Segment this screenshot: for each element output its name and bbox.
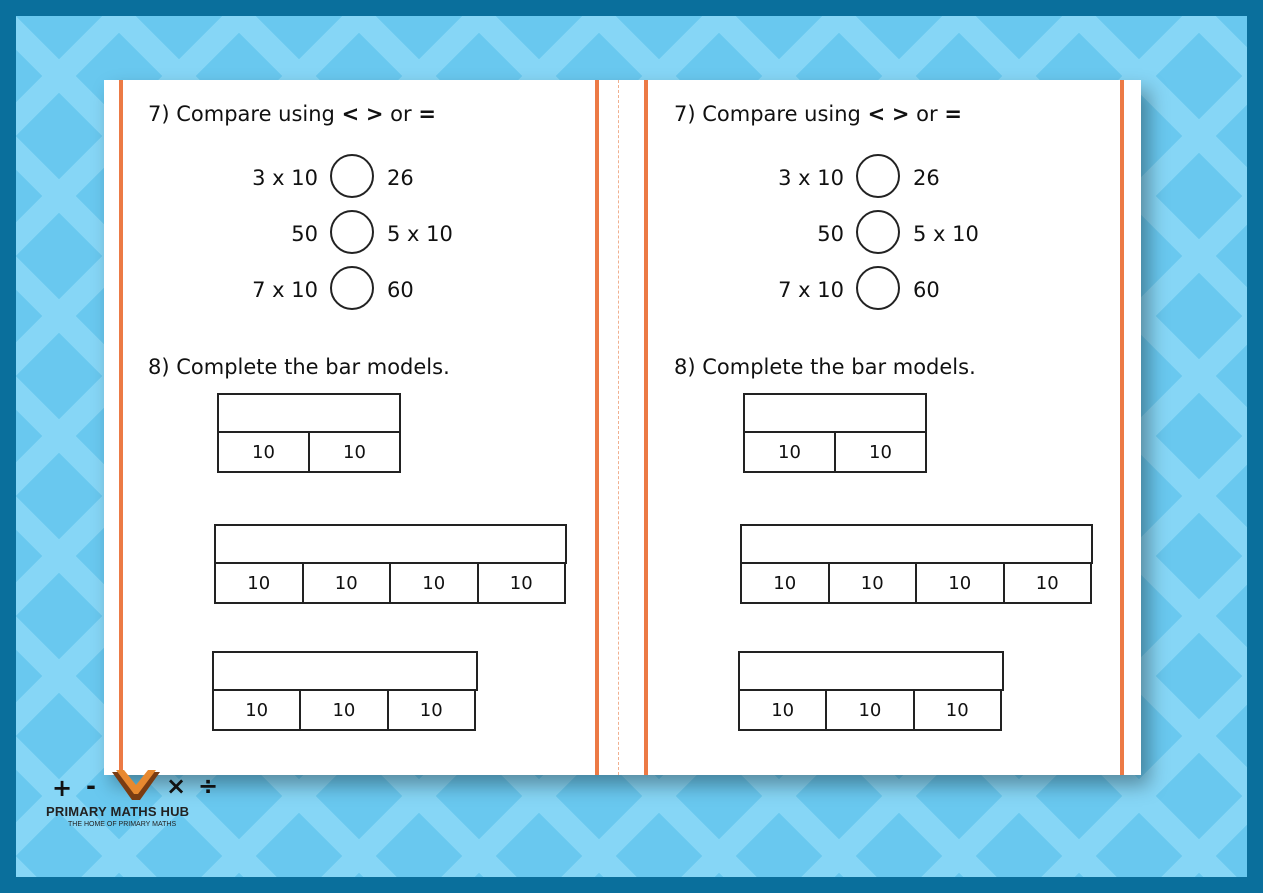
logo-name: PRIMARY MATHS HUB bbox=[46, 804, 190, 819]
bar-model-part: 10 bbox=[302, 562, 392, 604]
bar-model-total[interactable] bbox=[743, 393, 927, 433]
bar-model-parts bbox=[738, 689, 1004, 731]
comparison-row bbox=[220, 154, 480, 202]
comparison-right: 5 x 10 bbox=[387, 222, 453, 246]
bar-model-2-parts bbox=[743, 393, 927, 473]
worksheet-column-right bbox=[674, 80, 1144, 775]
question-7-prompt: 7) Compare using < > or = bbox=[674, 102, 962, 126]
bar-model-4-parts bbox=[214, 524, 567, 604]
worksheet-column-left bbox=[148, 80, 618, 775]
bar-model-parts bbox=[217, 431, 401, 473]
bar-model-part: 10 bbox=[299, 689, 388, 731]
question-8-prompt: 8) Complete the bar models. bbox=[674, 355, 976, 379]
divide-icon: ÷ bbox=[198, 772, 219, 800]
comparison-row bbox=[746, 210, 1006, 258]
bar-model-part: 10 bbox=[217, 431, 310, 473]
bar-model-parts bbox=[212, 689, 478, 731]
cut-line bbox=[618, 80, 619, 775]
bar-model-part: 10 bbox=[212, 689, 301, 731]
comparison-left: 7 x 10 bbox=[778, 278, 844, 302]
checkmark-icon bbox=[110, 768, 162, 802]
answer-circle[interactable] bbox=[856, 210, 900, 254]
comparison-left: 7 x 10 bbox=[252, 278, 318, 302]
bar-model-part: 10 bbox=[915, 562, 1005, 604]
comparison-left: 50 bbox=[817, 222, 844, 246]
bar-model-part: 10 bbox=[825, 689, 914, 731]
worksheet-sheet bbox=[104, 80, 1141, 775]
comparison-row bbox=[220, 210, 480, 258]
bar-model-total[interactable] bbox=[217, 393, 401, 433]
comparison-right: 26 bbox=[913, 166, 940, 190]
minus-icon: - bbox=[86, 772, 96, 800]
bar-model-part: 10 bbox=[740, 562, 830, 604]
comparison-left: 3 x 10 bbox=[778, 166, 844, 190]
comparison-right: 5 x 10 bbox=[913, 222, 979, 246]
bar-model-3-parts bbox=[212, 651, 478, 731]
bar-model-4-parts bbox=[740, 524, 1093, 604]
bar-model-part: 10 bbox=[1003, 562, 1093, 604]
bar-model-part: 10 bbox=[913, 689, 1002, 731]
answer-circle[interactable] bbox=[856, 154, 900, 198]
bar-model-part: 10 bbox=[738, 689, 827, 731]
answer-circle[interactable] bbox=[856, 266, 900, 310]
bar-model-part: 10 bbox=[389, 562, 479, 604]
comparison-row bbox=[746, 154, 1006, 202]
comparison-right: 60 bbox=[913, 278, 940, 302]
bar-model-part: 10 bbox=[743, 431, 836, 473]
comparison-row bbox=[746, 266, 1006, 314]
bar-model-part: 10 bbox=[477, 562, 567, 604]
comparison-row bbox=[220, 266, 480, 314]
bar-model-2-parts bbox=[217, 393, 401, 473]
bar-model-parts bbox=[740, 562, 1093, 604]
question-8-prompt: 8) Complete the bar models. bbox=[148, 355, 450, 379]
bar-model-total[interactable] bbox=[738, 651, 1004, 691]
plus-icon: + bbox=[52, 774, 73, 802]
question-7-prompt: 7) Compare using < > or = bbox=[148, 102, 436, 126]
answer-circle[interactable] bbox=[330, 266, 374, 310]
comparison-right: 60 bbox=[387, 278, 414, 302]
bar-model-total[interactable] bbox=[740, 524, 1093, 564]
answer-circle[interactable] bbox=[330, 154, 374, 198]
comparison-right: 26 bbox=[387, 166, 414, 190]
multiply-icon: × bbox=[166, 772, 187, 800]
logo-operators bbox=[52, 768, 232, 808]
bar-model-part: 10 bbox=[387, 689, 476, 731]
bar-model-part: 10 bbox=[834, 431, 927, 473]
bar-model-total[interactable] bbox=[212, 651, 478, 691]
comparison-left: 3 x 10 bbox=[252, 166, 318, 190]
margin-line-center-right bbox=[644, 80, 648, 775]
bar-model-total[interactable] bbox=[214, 524, 567, 564]
answer-circle[interactable] bbox=[330, 210, 374, 254]
bar-model-part: 10 bbox=[308, 431, 401, 473]
bar-model-parts bbox=[214, 562, 567, 604]
comparison-left: 50 bbox=[291, 222, 318, 246]
primary-maths-hub-logo bbox=[44, 768, 224, 838]
bar-model-3-parts bbox=[738, 651, 1004, 731]
margin-line-left bbox=[119, 80, 123, 775]
bar-model-part: 10 bbox=[214, 562, 304, 604]
bar-model-part: 10 bbox=[828, 562, 918, 604]
logo-tagline: THE HOME OF PRIMARY MATHS bbox=[68, 821, 177, 828]
bar-model-parts bbox=[743, 431, 927, 473]
